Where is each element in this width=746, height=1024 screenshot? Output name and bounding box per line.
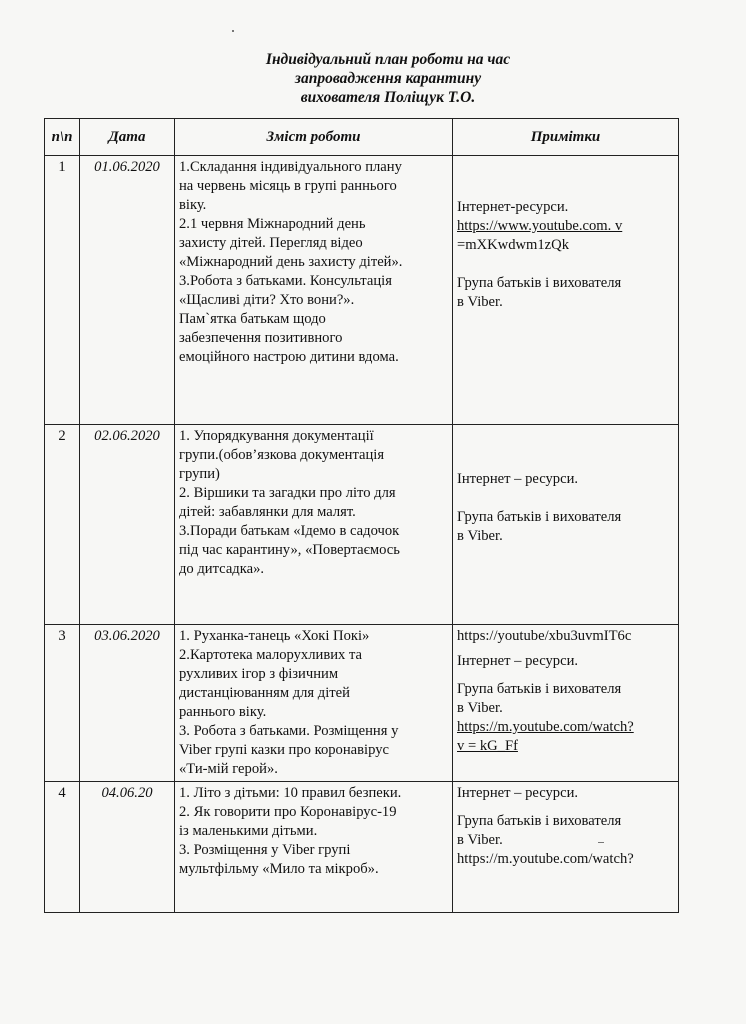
plan-table <box>44 118 679 913</box>
row-content <box>175 156 453 425</box>
notes-link[interactable]: https://youtube/xbu3uvmIT6c <box>457 628 632 644</box>
content-line: під час карантину», «Повертаємось <box>179 542 400 558</box>
content-line: Viber групі казки про коронавірус <box>179 742 389 758</box>
notes-link[interactable]: https://m.youtube.com/watch? <box>457 719 634 735</box>
title-line-1: Індивідуальний план роботи на час <box>265 51 511 68</box>
notes-line: в Viber. <box>457 832 503 848</box>
content-line: 2.Картотека малорухливих та <box>179 647 362 663</box>
table-row <box>45 425 679 625</box>
row-date: 03.06.2020 <box>80 625 175 782</box>
row-number: 4 <box>45 782 80 913</box>
spacer <box>457 255 674 274</box>
notes-line: Група батьків і вихователя <box>457 509 622 525</box>
content-line: «Ти-мій герой». <box>179 761 278 777</box>
table-header-row <box>45 119 679 156</box>
content-line: із маленькими дітьми. <box>179 823 318 839</box>
content-line: 2. Як говорити про Коронавірус-19 <box>179 804 397 820</box>
notes-link[interactable]: https://www.youtube.com. v <box>457 218 623 234</box>
content-line: 3. Робота з батьками. Розміщення у <box>179 723 399 739</box>
notes-line: Інтернет-ресурси. <box>457 199 569 215</box>
notes-line: Інтернет – ресурси. <box>457 653 579 669</box>
document-title <box>0 50 746 107</box>
row-notes <box>453 425 679 625</box>
notes-line: Інтернет – ресурси. <box>457 471 579 487</box>
notes-line: в Viber. <box>457 294 503 310</box>
content-line: дистанціюванням для дітей <box>179 685 350 701</box>
content-line: «Міжнародний день захисту дітей». <box>179 254 403 270</box>
content-line: віку. <box>179 197 207 213</box>
notes-line: Інтернет – ресурси. <box>457 785 579 801</box>
content-line: 2.1 червня Міжнародний день <box>179 216 366 232</box>
row-date: 04.06.20 <box>80 782 175 913</box>
content-line: групи) <box>179 466 220 482</box>
content-line: Пам`ятка батькам щодо <box>179 311 326 327</box>
row-number: 1 <box>45 156 80 425</box>
notes-line: Група батьків і вихователя <box>457 681 622 697</box>
content-line: забезпечення позитивного <box>179 330 343 346</box>
row-content <box>175 782 453 913</box>
notes-link[interactable]: v = kG_Ff <box>457 738 518 754</box>
content-line: мультфільму «Мило та мікроб». <box>179 861 379 877</box>
content-line: емоційного настрою дитини вдома. <box>179 349 399 365</box>
content-line: 1.Складання індивідуального плану <box>179 159 402 175</box>
title-line-3: вихователя Поліщук Т.О. <box>300 89 476 106</box>
content-line: 1. Руханка-танець «Хокі Покі» <box>179 628 370 644</box>
content-line: 3.Робота з батьками. Консультація <box>179 273 392 289</box>
table-row <box>45 156 679 425</box>
content-line: захисту дітей. Перегляд відео <box>179 235 363 251</box>
content-line: групи.(обов’язкова документація <box>179 447 385 463</box>
row-content <box>175 425 453 625</box>
row-notes <box>453 156 679 425</box>
table-row <box>45 782 679 913</box>
content-line: дітей: забавлянки для малят. <box>179 504 356 520</box>
content-line: на червень місяць в групі раннього <box>179 178 397 194</box>
notes-line: Група батьків і вихователя <box>457 275 622 291</box>
scan-speck <box>598 842 604 843</box>
content-line: 3. Розміщення у Viber групі <box>179 842 351 858</box>
row-notes <box>453 625 679 782</box>
header-number: п\п <box>45 119 80 156</box>
notes-link[interactable]: https://m.youtube.com/watch? <box>457 851 634 867</box>
header-content: Зміст роботи <box>175 119 453 156</box>
header-date: Дата <box>80 119 175 156</box>
row-date: 02.06.2020 <box>80 425 175 625</box>
notes-line: Група батьків і вихователя <box>457 813 622 829</box>
content-line: до дитсадка». <box>179 561 265 577</box>
row-notes <box>453 782 679 913</box>
content-line: 1. Літо з дітьми: 10 правил безпеки. <box>179 785 402 801</box>
content-line: 2. Віршики та загадки про літо для <box>179 485 396 501</box>
row-number: 2 <box>45 425 80 625</box>
content-line: 1. Упорядкування документації <box>179 428 374 444</box>
title-line-2: запровадження карантину <box>294 70 482 87</box>
row-content <box>175 625 453 782</box>
header-notes: Примітки <box>453 119 679 156</box>
spacer <box>457 489 674 508</box>
scan-speck <box>232 30 234 32</box>
content-line: 3.Поради батькам «Ідемо в садочок <box>179 523 400 539</box>
content-line: «Щасливі діти? Хто вони?». <box>179 292 355 308</box>
row-number: 3 <box>45 625 80 782</box>
content-line: рухливих ігор з фізичним <box>179 666 339 682</box>
content-line: раннього віку. <box>179 704 267 720</box>
notes-line: в Viber. <box>457 700 503 716</box>
row-date: 01.06.2020 <box>80 156 175 425</box>
notes-line: =mXKwdwm1zQk <box>457 237 569 253</box>
table-row <box>45 625 679 782</box>
notes-line: в Viber. <box>457 528 503 544</box>
